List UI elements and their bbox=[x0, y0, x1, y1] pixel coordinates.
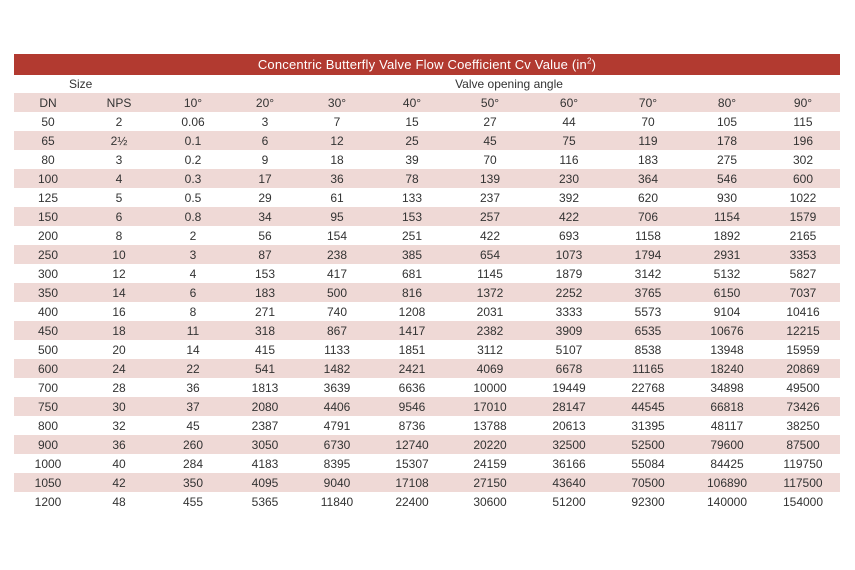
table-cell: 600 bbox=[37, 361, 59, 376]
table-title-superscript: 2 bbox=[586, 56, 592, 66]
table-cell: 61 bbox=[330, 190, 344, 205]
table-cell: 30600 bbox=[473, 494, 507, 509]
table-cell: 2387 bbox=[251, 418, 279, 433]
table-cell: 1579 bbox=[789, 209, 817, 224]
table-cell: 133 bbox=[401, 190, 423, 205]
column-header: 90° bbox=[793, 95, 813, 110]
table-cell: 11165 bbox=[632, 361, 664, 376]
table-cell: 31395 bbox=[631, 418, 665, 433]
table-cell: 22 bbox=[186, 361, 200, 376]
table-cell: 3353 bbox=[789, 247, 817, 262]
table-row bbox=[14, 169, 840, 188]
table-cell: 11840 bbox=[320, 494, 354, 509]
table-cell: 119 bbox=[638, 133, 658, 148]
table-cell: 32500 bbox=[552, 437, 586, 452]
table-cell: 92300 bbox=[631, 494, 665, 509]
table-cell: 271 bbox=[254, 304, 276, 319]
table-cell: 196 bbox=[792, 133, 814, 148]
table-cell: 2931 bbox=[713, 247, 741, 262]
table-cell: 930 bbox=[716, 190, 738, 205]
table-cell: 230 bbox=[558, 171, 580, 186]
table-cell: 78 bbox=[405, 171, 419, 186]
table-cell: 385 bbox=[401, 247, 423, 262]
table-cell: 3050 bbox=[251, 437, 279, 452]
table-cell: 3 bbox=[261, 114, 269, 129]
table-cell: 392 bbox=[558, 190, 580, 205]
table-cell: 140000 bbox=[706, 494, 748, 509]
table-cell: 1879 bbox=[555, 266, 583, 281]
table-title bbox=[14, 54, 840, 75]
column-header: 60° bbox=[559, 95, 579, 110]
table-row bbox=[14, 150, 840, 169]
column-header-row bbox=[14, 93, 840, 112]
table-cell: 5827 bbox=[789, 266, 817, 281]
table-cell: 8538 bbox=[634, 342, 662, 357]
table-row bbox=[14, 321, 840, 340]
table-cell: 154000 bbox=[782, 494, 824, 509]
table-row bbox=[14, 359, 840, 378]
table-cell: 48117 bbox=[710, 418, 744, 433]
table-cell: 1208 bbox=[398, 304, 426, 319]
group-header-row bbox=[14, 75, 840, 93]
table-cell: 49500 bbox=[786, 380, 820, 395]
table-cell: 3909 bbox=[555, 323, 583, 338]
table-cell: 7 bbox=[333, 114, 341, 129]
table-cell: 115 bbox=[793, 114, 813, 129]
table-cell: 27 bbox=[483, 114, 497, 129]
table-cell: 116 bbox=[559, 152, 579, 167]
opening-angle-group-label: Valve opening angle bbox=[455, 77, 563, 91]
table-cell: 66818 bbox=[710, 399, 744, 414]
table-cell: 6150 bbox=[713, 285, 741, 300]
table-cell: 105 bbox=[716, 114, 738, 129]
table-cell: 9040 bbox=[323, 475, 351, 490]
table-cell: 3 bbox=[189, 247, 197, 262]
table-cell: 18240 bbox=[710, 361, 744, 376]
table-cell: 257 bbox=[479, 209, 501, 224]
table-cell: 36 bbox=[112, 437, 126, 452]
size-group-label: Size bbox=[69, 77, 93, 91]
table-cell: 12 bbox=[112, 266, 126, 281]
table-cell: 14 bbox=[112, 285, 126, 300]
table-cell: 17010 bbox=[473, 399, 507, 414]
table-cell: 11 bbox=[186, 323, 200, 338]
table-cell: 546 bbox=[716, 171, 738, 186]
table-cell: 1892 bbox=[713, 228, 741, 243]
table-cell: 24 bbox=[112, 361, 126, 376]
table-cell: 14 bbox=[186, 342, 200, 357]
table-cell: 6 bbox=[115, 209, 123, 224]
table-title-text: Concentric Butterfly Valve Flow Coefficient Cv Value (in bbox=[257, 57, 587, 72]
cv-table bbox=[14, 93, 840, 511]
table-cell: 200 bbox=[37, 228, 59, 243]
table-cell: 36 bbox=[186, 380, 200, 395]
table-cell: 44545 bbox=[631, 399, 665, 414]
table-cell: 13788 bbox=[473, 418, 507, 433]
table-cell: 4 bbox=[189, 266, 197, 281]
table-cell: 4095 bbox=[251, 475, 279, 490]
table-cell: 250 bbox=[37, 247, 59, 262]
table-cell: 125 bbox=[37, 190, 59, 205]
table-cell: 740 bbox=[326, 304, 348, 319]
table-cell: 400 bbox=[37, 304, 59, 319]
table-cell: 51200 bbox=[552, 494, 586, 509]
table-cell: 284 bbox=[182, 456, 204, 471]
table-cell: 275 bbox=[716, 152, 738, 167]
table-cell: 1158 bbox=[635, 228, 661, 243]
table-cell: 17108 bbox=[395, 475, 429, 490]
table-cell: 4791 bbox=[323, 418, 351, 433]
table-cell: 1372 bbox=[476, 285, 504, 300]
column-header: DN bbox=[39, 95, 57, 110]
table-cell: 5 bbox=[115, 190, 123, 205]
table-row bbox=[14, 378, 840, 397]
table-row bbox=[14, 112, 840, 131]
table-cell: 52500 bbox=[631, 437, 665, 452]
table-cell: 18 bbox=[330, 152, 344, 167]
table-cell: 44 bbox=[562, 114, 576, 129]
table-cell: 450 bbox=[37, 323, 59, 338]
table-cell: 37 bbox=[186, 399, 200, 414]
table-cell: 70 bbox=[483, 152, 497, 167]
table-row bbox=[14, 340, 840, 359]
table-cell: 55084 bbox=[631, 456, 665, 471]
table-cell: 8395 bbox=[323, 456, 351, 471]
table-cell: 7037 bbox=[789, 285, 817, 300]
table-cell: 318 bbox=[254, 323, 276, 338]
table-cell: 48 bbox=[112, 494, 126, 509]
table-cell: 422 bbox=[558, 209, 580, 224]
table-cell: 1133 bbox=[324, 342, 350, 357]
table-cell: 15307 bbox=[395, 456, 429, 471]
table-cell: 87500 bbox=[786, 437, 820, 452]
table-row bbox=[14, 131, 840, 150]
cv-table-container bbox=[14, 54, 840, 511]
table-cell: 20869 bbox=[786, 361, 820, 376]
table-cell: 34 bbox=[258, 209, 272, 224]
table-cell: 19449 bbox=[552, 380, 586, 395]
table-cell: 8 bbox=[189, 304, 197, 319]
table-cell: 3 bbox=[115, 152, 123, 167]
table-cell: 2382 bbox=[476, 323, 504, 338]
table-cell: 12215 bbox=[786, 323, 820, 338]
table-cell: 9546 bbox=[398, 399, 426, 414]
column-header: NPS bbox=[106, 95, 132, 110]
table-row bbox=[14, 283, 840, 302]
table-cell: 693 bbox=[558, 228, 580, 243]
table-row bbox=[14, 454, 840, 473]
table-cell: 1417 bbox=[398, 323, 426, 338]
table-row bbox=[14, 416, 840, 435]
table-cell: 681 bbox=[401, 266, 423, 281]
table-cell: 5365 bbox=[251, 494, 279, 509]
table-cell: 3765 bbox=[634, 285, 662, 300]
table-cell: 150 bbox=[37, 209, 59, 224]
table-cell: 415 bbox=[254, 342, 276, 357]
column-header: 70° bbox=[638, 95, 658, 110]
table-row bbox=[14, 226, 840, 245]
table-cell: 153 bbox=[254, 266, 276, 281]
table-cell: 117500 bbox=[783, 475, 823, 490]
column-header: 20° bbox=[255, 95, 275, 110]
table-cell: 6636 bbox=[398, 380, 426, 395]
table-cell: 10416 bbox=[786, 304, 820, 319]
table-cell: 12740 bbox=[395, 437, 429, 452]
table-cell: 654 bbox=[479, 247, 501, 262]
table-cell: 2252 bbox=[555, 285, 583, 300]
table-cell: 1073 bbox=[555, 247, 583, 262]
table-cell: 70500 bbox=[631, 475, 665, 490]
table-cell: 50 bbox=[41, 114, 55, 129]
table-cell: 16 bbox=[112, 304, 126, 319]
table-cell: 1851 bbox=[398, 342, 426, 357]
table-cell: 36166 bbox=[552, 456, 586, 471]
table-cell: 302 bbox=[792, 152, 814, 167]
table-cell: 6730 bbox=[323, 437, 351, 452]
table-cell: 45 bbox=[483, 133, 497, 148]
cv-table-body bbox=[14, 112, 840, 511]
column-header: 80° bbox=[717, 95, 737, 110]
table-cell: 36 bbox=[330, 171, 344, 186]
table-cell: 15 bbox=[405, 114, 419, 129]
table-cell: 3333 bbox=[555, 304, 583, 319]
table-cell: 1000 bbox=[34, 456, 62, 471]
table-cell: 1482 bbox=[323, 361, 351, 376]
table-cell: 183 bbox=[637, 152, 659, 167]
table-cell: 0.1 bbox=[184, 133, 202, 148]
table-cell: 10000 bbox=[473, 380, 507, 395]
table-cell: 43640 bbox=[552, 475, 586, 490]
table-cell: 8736 bbox=[398, 418, 426, 433]
table-cell: 455 bbox=[182, 494, 204, 509]
table-cell: 154 bbox=[326, 228, 348, 243]
table-cell: 1813 bbox=[251, 380, 279, 395]
table-cell: 3142 bbox=[634, 266, 662, 281]
table-cell: 600 bbox=[792, 171, 814, 186]
table-cell: 1145 bbox=[477, 266, 503, 281]
table-row bbox=[14, 473, 840, 492]
table-row bbox=[14, 188, 840, 207]
table-cell: 22400 bbox=[395, 494, 429, 509]
table-row bbox=[14, 245, 840, 264]
table-cell: 816 bbox=[401, 285, 423, 300]
table-cell: 13948 bbox=[710, 342, 744, 357]
table-cell: 10 bbox=[112, 247, 126, 262]
table-cell: 70 bbox=[641, 114, 655, 129]
table-cell: 45 bbox=[186, 418, 200, 433]
table-cell: 422 bbox=[479, 228, 501, 243]
table-cell: 12 bbox=[330, 133, 344, 148]
table-cell: 4183 bbox=[251, 456, 279, 471]
table-cell: 22768 bbox=[631, 380, 665, 395]
table-cell: 80 bbox=[41, 152, 55, 167]
table-cell: 84425 bbox=[710, 456, 744, 471]
table-cell: 153 bbox=[401, 209, 423, 224]
table-cell: 300 bbox=[37, 266, 59, 281]
table-title-close: ) bbox=[591, 57, 597, 72]
table-cell: 30 bbox=[112, 399, 126, 414]
table-cell: 4 bbox=[115, 171, 123, 186]
table-cell: 867 bbox=[326, 323, 348, 338]
table-cell: 5107 bbox=[555, 342, 583, 357]
table-cell: 24159 bbox=[473, 456, 507, 471]
table-cell: 65 bbox=[41, 133, 55, 148]
table-cell: 27150 bbox=[473, 475, 507, 490]
table-cell: 238 bbox=[326, 247, 348, 262]
table-cell: 79600 bbox=[710, 437, 744, 452]
table-cell: 4406 bbox=[323, 399, 351, 414]
table-cell: 20613 bbox=[552, 418, 586, 433]
table-cell: 5573 bbox=[634, 304, 662, 319]
table-cell: 25 bbox=[405, 133, 419, 148]
table-cell: 17 bbox=[258, 171, 272, 186]
table-cell: 95 bbox=[330, 209, 344, 224]
table-cell: 56 bbox=[258, 228, 272, 243]
table-cell: 700 bbox=[37, 380, 59, 395]
table-cell: 800 bbox=[37, 418, 59, 433]
table-row bbox=[14, 397, 840, 416]
column-header: 10° bbox=[183, 95, 203, 110]
table-cell: 900 bbox=[37, 437, 59, 452]
table-cell: 100 bbox=[37, 171, 59, 186]
table-cell: 2421 bbox=[398, 361, 426, 376]
table-cell: 3639 bbox=[323, 380, 351, 395]
table-cell: 183 bbox=[254, 285, 276, 300]
table-cell: 541 bbox=[254, 361, 276, 376]
table-cell: 87 bbox=[258, 247, 272, 262]
table-cell: 6 bbox=[189, 285, 197, 300]
table-cell: 1154 bbox=[714, 209, 740, 224]
table-cell: 417 bbox=[326, 266, 348, 281]
table-cell: 20 bbox=[112, 342, 126, 357]
table-cell: 106890 bbox=[706, 475, 748, 490]
table-cell: 706 bbox=[637, 209, 659, 224]
column-header: 40° bbox=[402, 95, 422, 110]
table-cell: 28147 bbox=[552, 399, 586, 414]
table-cell: 75 bbox=[562, 133, 576, 148]
table-cell: 42 bbox=[112, 475, 126, 490]
table-row bbox=[14, 264, 840, 283]
column-header: 50° bbox=[480, 95, 500, 110]
table-cell: 350 bbox=[182, 475, 204, 490]
table-cell: 2 bbox=[189, 228, 197, 243]
table-cell: 119750 bbox=[783, 456, 823, 471]
table-cell: 6535 bbox=[634, 323, 662, 338]
table-cell: 0.5 bbox=[184, 190, 202, 205]
table-cell: 237 bbox=[479, 190, 501, 205]
table-cell: 10676 bbox=[710, 323, 744, 338]
table-cell: 32 bbox=[112, 418, 126, 433]
table-cell: 0.06 bbox=[181, 114, 205, 129]
table-cell: 364 bbox=[637, 171, 659, 186]
table-cell: 4069 bbox=[476, 361, 504, 376]
table-cell: 0.8 bbox=[184, 209, 202, 224]
table-cell: 500 bbox=[326, 285, 348, 300]
table-cell: 6 bbox=[261, 133, 269, 148]
table-row bbox=[14, 492, 840, 511]
table-cell: 34898 bbox=[710, 380, 744, 395]
table-cell: 20220 bbox=[473, 437, 507, 452]
table-cell: 1022 bbox=[789, 190, 817, 205]
table-cell: 38250 bbox=[786, 418, 820, 433]
table-row bbox=[14, 207, 840, 226]
table-cell: 9104 bbox=[713, 304, 741, 319]
table-cell: 5132 bbox=[713, 266, 741, 281]
table-cell: 2½ bbox=[110, 133, 128, 148]
table-cell: 500 bbox=[37, 342, 59, 357]
table-cell: 73426 bbox=[786, 399, 820, 414]
table-cell: 39 bbox=[405, 152, 419, 167]
table-cell: 6678 bbox=[555, 361, 583, 376]
table-cell: 15959 bbox=[786, 342, 820, 357]
table-cell: 8 bbox=[115, 228, 123, 243]
table-cell: 178 bbox=[716, 133, 738, 148]
table-cell: 18 bbox=[112, 323, 126, 338]
table-cell: 0.3 bbox=[184, 171, 202, 186]
table-cell: 9 bbox=[261, 152, 269, 167]
table-cell: 2 bbox=[115, 114, 123, 129]
table-row bbox=[14, 302, 840, 321]
table-cell: 1050 bbox=[34, 475, 62, 490]
table-cell: 620 bbox=[637, 190, 659, 205]
table-cell: 750 bbox=[37, 399, 59, 414]
table-cell: 3112 bbox=[477, 342, 503, 357]
table-cell: 1200 bbox=[34, 494, 62, 509]
table-cell: 2031 bbox=[476, 304, 504, 319]
table-cell: 2165 bbox=[789, 228, 817, 243]
table-row bbox=[14, 435, 840, 454]
table-cell: 2080 bbox=[251, 399, 279, 414]
table-cell: 139 bbox=[479, 171, 501, 186]
table-cell: 251 bbox=[401, 228, 423, 243]
table-cell: 350 bbox=[37, 285, 59, 300]
table-cell: 29 bbox=[258, 190, 272, 205]
table-cell: 40 bbox=[112, 456, 126, 471]
column-header: 30° bbox=[327, 95, 347, 110]
table-cell: 260 bbox=[182, 437, 204, 452]
table-cell: 1794 bbox=[634, 247, 662, 262]
table-cell: 0.2 bbox=[184, 152, 202, 167]
table-cell: 28 bbox=[112, 380, 126, 395]
